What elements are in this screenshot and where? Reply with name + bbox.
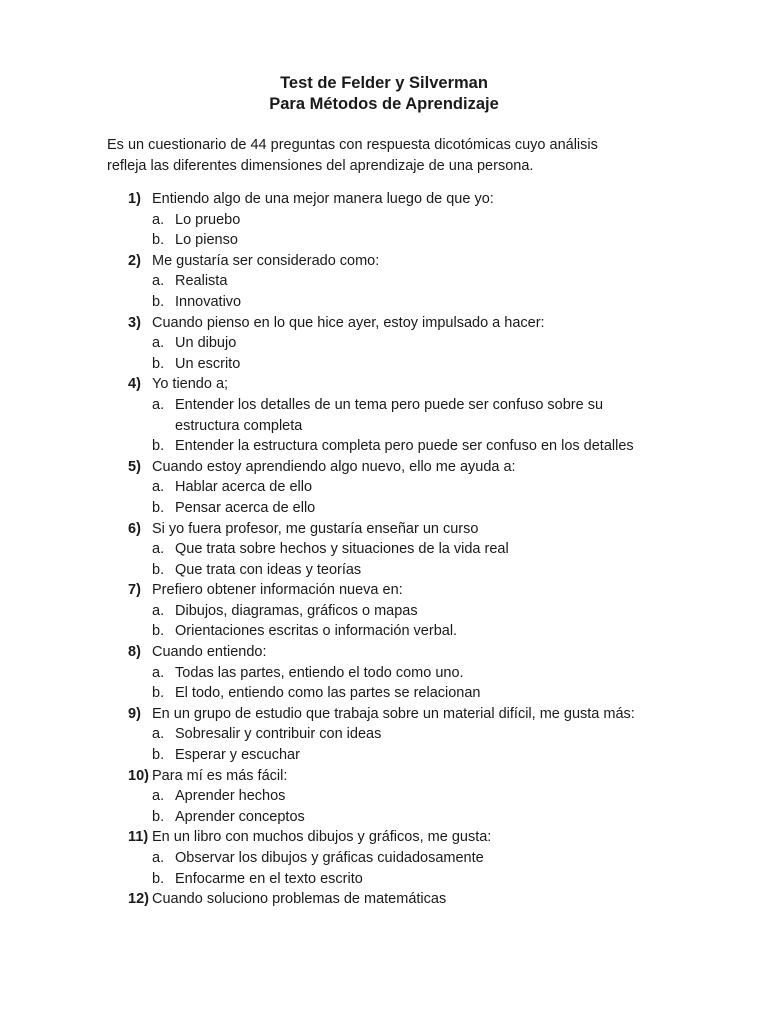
question-list <box>0 189 768 910</box>
option-letter: b. <box>152 623 165 640</box>
answer-option <box>0 210 768 231</box>
question-text: Cuando soluciono problemas de matemáticas <box>152 891 447 908</box>
question-text: En un grupo de estudio que trabaja sobre un material difícil, me gusta más: <box>152 705 635 722</box>
option-letter: a. <box>152 541 165 558</box>
option-letter: b. <box>152 561 165 578</box>
option-text: Pensar acerca de ello <box>175 499 316 516</box>
answer-option <box>0 436 768 457</box>
question-item <box>0 519 768 540</box>
option-text: Dibujos, diagramas, gráficos o mapas <box>175 602 418 619</box>
answer-option <box>0 869 768 890</box>
question-item <box>0 374 768 395</box>
answer-option <box>0 416 768 437</box>
question-number: 2) <box>128 252 141 269</box>
option-text: Esperar y escuchar <box>175 747 300 764</box>
question-number: 3) <box>128 314 141 331</box>
option-letter: b. <box>152 808 165 825</box>
answer-option <box>0 333 768 354</box>
option-text: Entender la estructura completa pero puede ser confuso en los detalles <box>175 438 634 455</box>
option-text: Que trata con ideas y teorías <box>175 561 362 578</box>
option-text: Orientaciones escritas o información verbal. <box>175 623 458 640</box>
answer-option <box>0 683 768 704</box>
option-letter: a. <box>152 211 165 228</box>
option-text: Hablar acerca de ello <box>175 479 313 496</box>
question-number: 11) <box>128 829 149 846</box>
answer-option <box>0 807 768 828</box>
answer-option <box>0 395 768 416</box>
option-text: Un escrito <box>175 355 241 372</box>
answer-option <box>0 560 768 581</box>
answer-option <box>0 271 768 292</box>
question-item <box>0 189 768 210</box>
option-letter: a. <box>152 479 165 496</box>
question-number: 4) <box>128 376 141 393</box>
option-letter: a. <box>152 273 165 290</box>
intro-line-2: refleja las diferentes dimensiones del aprendizaje de una persona. <box>107 158 534 174</box>
question-number: 10) <box>128 767 149 784</box>
question-text: Entiendo algo de una mejor manera luego de que yo: <box>152 191 494 207</box>
option-letter: a. <box>152 850 165 866</box>
option-letter: b. <box>152 438 165 455</box>
question-item <box>0 580 768 601</box>
question-number: 5) <box>128 458 141 475</box>
question-number: 8) <box>128 644 141 661</box>
option-letter: b. <box>152 293 165 310</box>
question-number: 7) <box>128 582 141 599</box>
question-text: Me gustaría ser considerado como: <box>152 252 380 269</box>
answer-option <box>0 539 768 560</box>
option-letter: b. <box>152 747 165 764</box>
option-letter: a. <box>152 335 165 352</box>
option-text: El todo, entiendo como las partes se relacionan <box>175 685 481 702</box>
answer-option <box>0 477 768 498</box>
question-item <box>0 313 768 334</box>
question-item <box>0 457 768 478</box>
question-item <box>0 642 768 663</box>
option-text: Observar los dibujos y gráficas cuidadosamente <box>175 850 484 866</box>
answer-option <box>0 230 768 251</box>
option-letter: a. <box>152 396 165 413</box>
option-letter: b. <box>152 355 165 372</box>
question-text: Prefiero obtener información nueva en: <box>152 582 403 599</box>
intro-line-1: Es un cuestionario de 44 preguntas con respuesta dicotómicas cuyo análisis <box>107 137 598 153</box>
option-text: Innovativo <box>175 293 242 310</box>
option-text: Aprender conceptos <box>175 808 305 825</box>
question-text: Si yo fuera profesor, me gustaría enseñar un curso <box>152 520 479 537</box>
question-number: 6) <box>128 520 141 537</box>
question-text: Cuando entiendo: <box>152 644 267 661</box>
option-letter: a. <box>152 726 165 743</box>
title-line-2: Para Métodos de Aprendizaje <box>269 95 499 113</box>
intro-paragraph <box>107 135 667 177</box>
title-line-1: Test de Felder y Silverman <box>280 74 488 92</box>
question-item <box>0 766 768 787</box>
question-item <box>0 704 768 725</box>
question-item <box>0 889 768 910</box>
option-letter: a. <box>152 602 165 619</box>
option-text: Lo pruebo <box>175 211 241 228</box>
question-number: 9) <box>128 705 141 722</box>
answer-option <box>0 292 768 313</box>
option-text: Todas las partes, entiendo el todo como uno. <box>175 664 464 681</box>
answer-option <box>0 724 768 745</box>
answer-option <box>0 498 768 519</box>
option-letter: a. <box>152 788 165 805</box>
question-item <box>0 827 768 848</box>
option-letter: a. <box>152 664 165 681</box>
answer-option <box>0 621 768 642</box>
question-text: Cuando estoy aprendiendo algo nuevo, ello me ayuda a: <box>152 458 516 475</box>
question-number: 12) <box>128 891 149 908</box>
question-text: Cuando pienso en lo que hice ayer, estoy impulsado a hacer: <box>152 314 545 331</box>
option-text: Un dibujo <box>175 335 237 352</box>
question-item <box>0 251 768 272</box>
option-text: Sobresalir y contribuir con ideas <box>175 726 382 743</box>
answer-option <box>0 663 768 684</box>
option-letter: b. <box>152 685 165 702</box>
option-text: Aprender hechos <box>175 788 286 805</box>
question-text: Yo tiendo a; <box>152 376 229 393</box>
option-letter: b. <box>152 499 165 516</box>
option-text: estructura completa <box>175 417 303 434</box>
question-number: 1) <box>128 191 141 207</box>
question-text: En un libro con muchos dibujos y gráficos, me gusta: <box>152 829 492 846</box>
answer-option <box>0 848 768 869</box>
answer-option <box>0 354 768 375</box>
option-text: Entender los detalles de un tema pero puede ser confuso sobre su <box>175 396 604 413</box>
option-text: Enfocarme en el texto escrito <box>175 870 363 887</box>
document-title <box>0 73 768 115</box>
option-letter: b. <box>152 870 165 887</box>
answer-option <box>0 745 768 766</box>
option-text: Realista <box>175 273 228 290</box>
answer-option <box>0 786 768 807</box>
option-text: Lo pienso <box>175 232 238 249</box>
option-text: Que trata sobre hechos y situaciones de la vida real <box>175 541 509 558</box>
option-letter: b. <box>152 232 165 249</box>
question-text: Para mí es más fácil: <box>152 767 288 784</box>
answer-option <box>0 601 768 622</box>
